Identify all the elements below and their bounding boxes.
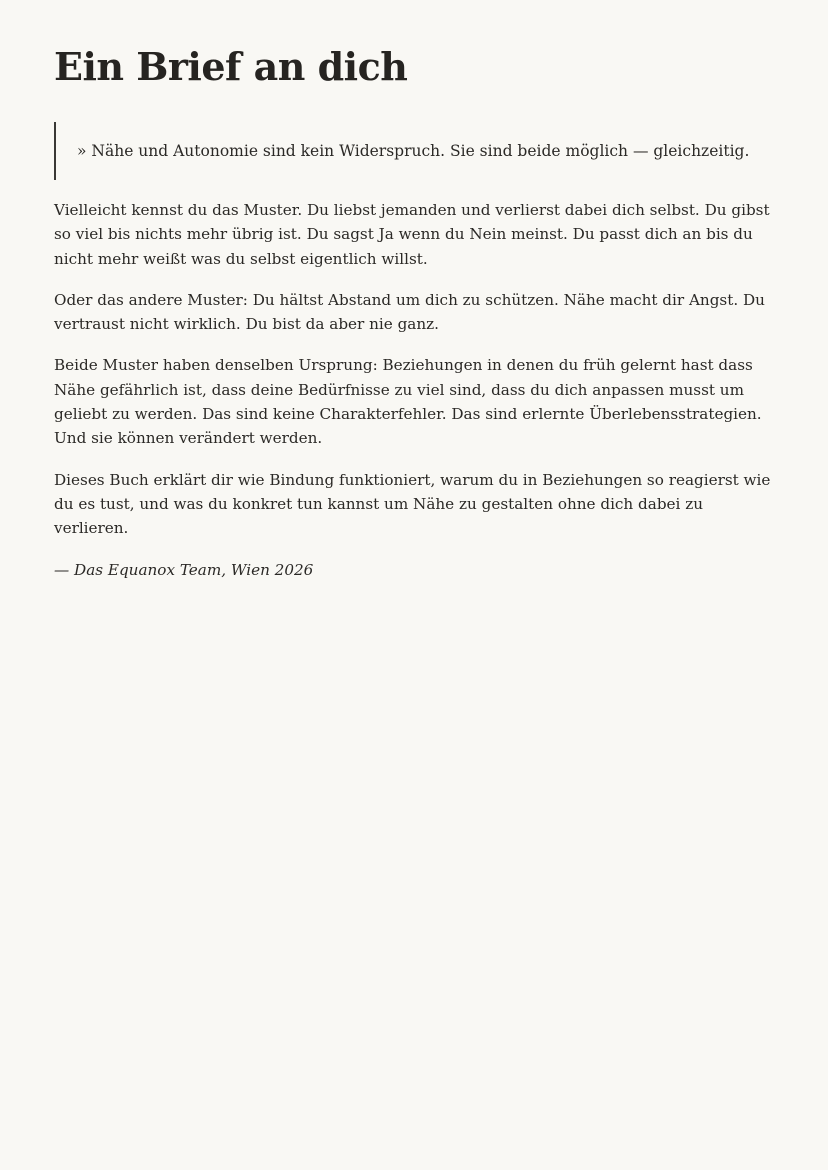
- page-title: Ein Brief an dich: [54, 44, 408, 89]
- signature: — Das Equanox Team, Wien 2026: [54, 560, 314, 579]
- paragraph-2: Oder das andere Muster: Du hältst Abstand um dich zu schützen. Nähe macht dir Angst. Du vertraust nicht wirklich. Du bist da aber nie ganz.: [54, 290, 765, 334]
- letter-body: [54, 198, 774, 582]
- paragraph-4: Dieses Buch erklärt dir wie Bindung funktioniert, warum du in Beziehungen so reagierst wie du es tust, und was du konkret tun kannst um Nähe zu gestalten ohne dich dabei zu verlieren.: [54, 470, 771, 538]
- pull-quote: [54, 122, 774, 180]
- paragraph-1: Vielleicht kennst du das Muster. Du liebst jemanden und verlierst dabei dich selbst. Du gibst so viel bis nichts mehr übrig ist. Du sagst Ja wenn du Nein meinst. Du passt dich an bis du nicht mehr weißt was du selbst eigentlich willst.: [54, 201, 770, 268]
- paragraph-3: Beide Muster haben denselben Ursprung: Beziehungen in denen du früh gelernt hast dass Nähe gefährlich ist, dass deine Bedürfnisse zu viel sind, dass du dich anpassen musst um geliebt zu werden. Das sind keine Charakterfehler. Das sind erlernte Überlebensstrategien. Und sie können verändert werden.: [54, 356, 762, 448]
- pull-quote-text: » Nähe und Autonomie sind kein Widerspruch. Sie sind beide möglich — gleichzeitig.: [77, 142, 750, 160]
